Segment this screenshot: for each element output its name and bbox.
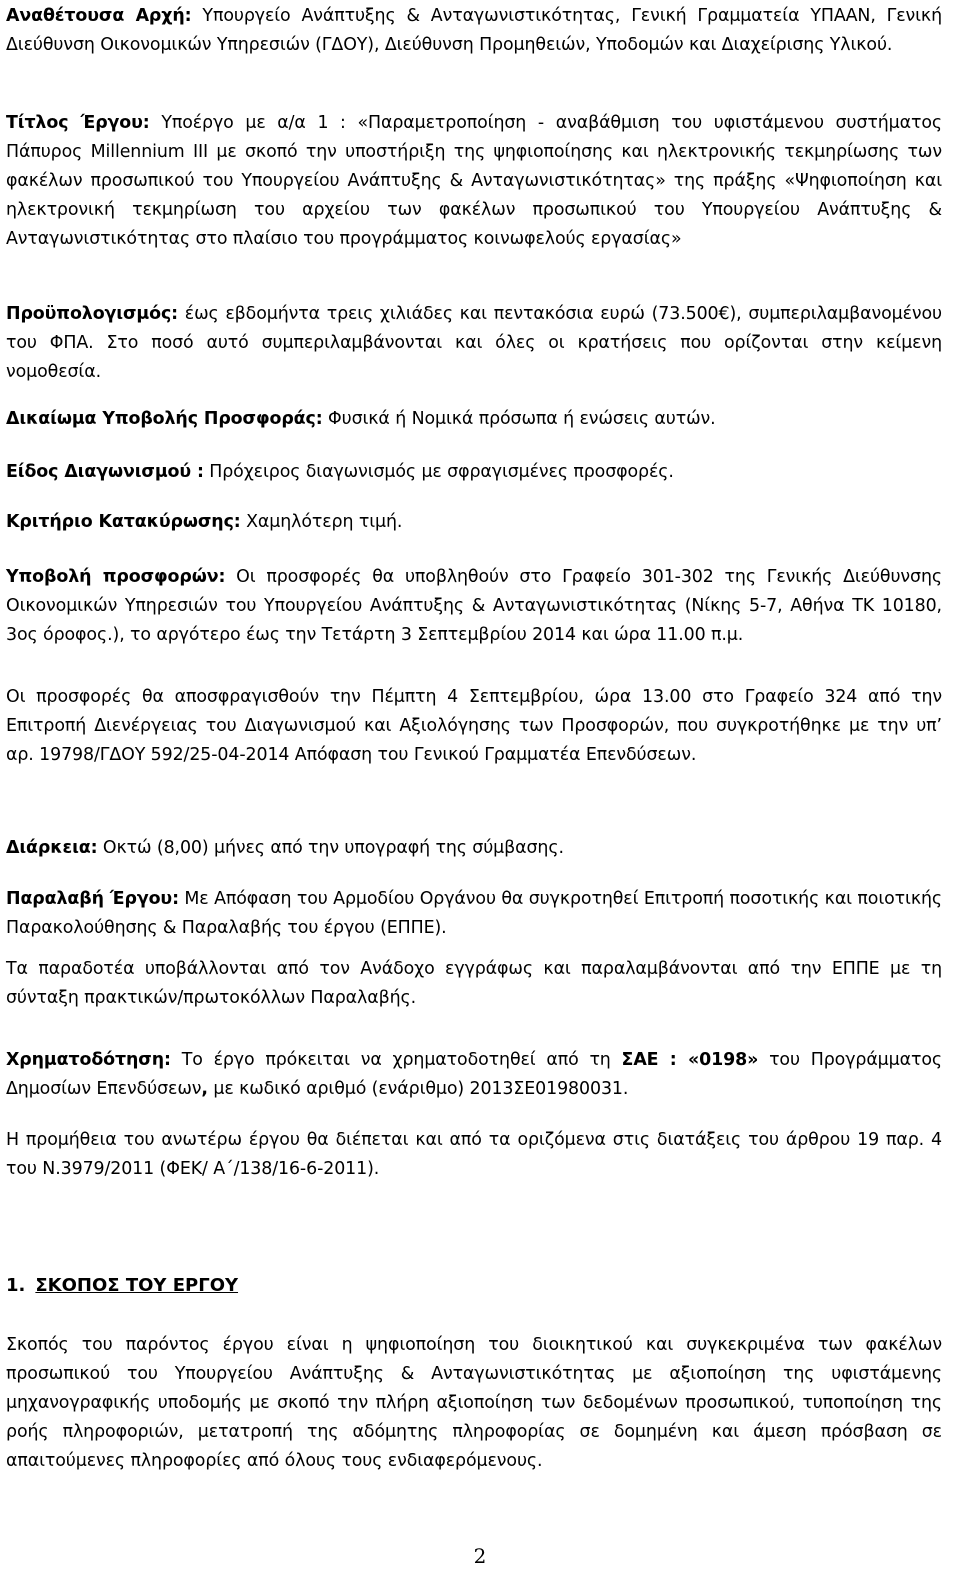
contracting-authority-text: Υπουργείο Ανάπτυξης & Ανταγωνιστικότητας, Γενική Γραμματεία ΥΠΑΑΝ, Γενική Διεύθυνση Οικονομικών Υπηρεσιών (ΓΔΟΥ), Διεύθυνση Προμηθειών, Υποδομών και Διαχείρισης Υλικού. — [6, 6, 942, 55]
funding-comma: , — [201, 1079, 208, 1099]
award-criterion-paragraph — [6, 508, 942, 537]
budget-paragraph — [6, 300, 942, 387]
tender-type-paragraph — [6, 458, 942, 487]
project-title-label: Τίτλος Έργου: — [6, 113, 150, 133]
legal-basis-paragraph — [6, 1126, 942, 1184]
budget-label: Προϋπολογισμός: — [6, 304, 179, 324]
eligibility-label: Δικαίωμα Υποβολής Προσφοράς: — [6, 409, 323, 429]
page-number: 2 — [473, 1544, 487, 1568]
tender-type-label: Είδος Διαγωνισμού : — [6, 462, 204, 482]
section-number: 1. — [6, 1275, 26, 1296]
section-title: ΣΚΟΠΟΣ ΤΟΥ ΕΡΓΟΥ — [35, 1275, 239, 1296]
project-title-paragraph — [6, 109, 942, 254]
acceptance-text: Με Απόφαση του Αρμοδίου Οργάνου θα συγκροτηθεί Επιτροπή ποσοτικής και ποιοτικής Παρακολούθησης & Παραλαβής του έργου (ΕΠΠΕ). — [6, 889, 942, 938]
submission-text: Οι προσφορές θα υποβληθούν στο Γραφείο 301-302 της Γενικής Διεύθυνσης Οικονομικών Υπηρεσιών του Υπουργείου Ανάπτυξης & Ανταγωνιστικότητας (Νίκης 5-7, Αθήνα ΤΚ 10180, 3ος όροφος.), το αργότερο έως την Τετάρτη 3 Σεπτεμβρίου 2014 και ώρα 11.00 π.μ. — [6, 567, 942, 645]
acceptance-paragraph — [6, 885, 942, 943]
tender-type-text: Πρόχειρος διαγωνισμός με σφραγισμένες προσφορές. — [209, 462, 674, 482]
budget-text: έως εβδομήντα τρεις χιλιάδες και πεντακόσια ευρώ (73.500€), συμπεριλαμβανομένου του ΦΠΑ. Στο ποσό αυτό συμπεριλαμβάνονται και όλες οι κρατήσεις που ορίζονται στην κείμενη νομοθεσία. — [6, 304, 942, 382]
funding-text-before: Το έργο πρόκειται να χρηματοδοτηθεί από τη — [181, 1050, 611, 1070]
submission-label: Υποβολή προσφορών: — [6, 567, 226, 587]
legal-basis-text: Η προμήθεια του ανωτέρω έργου θα διέπεται και από τα οριζόμενα στις διατάξεις του άρθρου 19 παρ. 4 του Ν.3979/2011 (ΦΕΚ/ Α΄/138/16-6-2011). — [6, 1130, 942, 1179]
eligibility-paragraph — [6, 405, 942, 434]
deliverables-paragraph — [6, 955, 942, 1013]
opening-text: Οι προσφορές θα αποσφραγισθούν την Πέμπτη 4 Σεπτεμβρίου, ώρα 13.00 στο Γραφείο 324 από την Επιτροπή Διενέργειας του Διαγωνισμού και Αξιολόγησης των Προσφορών, που συγκροτήθηκε με την υπ’ αρ. 19798/ΓΔΟΥ 592/25-04-2014 Απόφαση του Γενικού Γραμματέα Επενδύσεων. — [6, 687, 942, 765]
funding-paragraph — [6, 1046, 942, 1104]
funding-text-after: με κωδικό αριθμό (ενάριθμο) 2013ΣΕ01980031. — [213, 1079, 629, 1099]
opening-paragraph — [6, 683, 942, 770]
funding-sae-code: ΣΑΕ : «0198» — [621, 1050, 759, 1070]
duration-text: Οκτώ (8,00) μήνες από την υπογραφή της σύμβασης. — [102, 838, 564, 858]
funding-label: Χρηματοδότηση: — [6, 1050, 171, 1070]
contracting-authority-paragraph — [6, 2, 942, 60]
funding-text-mid: του Προγράμματος Δημοσίων Επενδύσεων — [6, 1050, 942, 1099]
section-heading — [6, 1271, 942, 1300]
eligibility-text: Φυσικά ή Νομικά πρόσωπα ή ενώσεις αυτών. — [328, 409, 716, 429]
section-body-paragraph — [6, 1331, 942, 1476]
duration-paragraph — [6, 834, 942, 863]
acceptance-label: Παραλαβή Έργου: — [6, 889, 179, 909]
section-body-text: Σκοπός του παρόντος έργου είναι η ψηφιοποίηση του διοικητικού και συγκεκριμένα των φακέλων προσωπικού του Υπουργείου Ανάπτυξης & Ανταγωνιστικότητας με αξιοποίηση της υφιστάμενης μηχανογραφικής υποδομής με σκοπό την πλήρη αξιοποίηση των δεδομένων προσωπικού, τυποποίηση της ροής πληροφοριών, μετατροπή της αδόμητης πληροφορίας σε δομημένη και άμεση πρόσβαση σε απαιτούμενες πληροφορίες από όλους τους ενδιαφερόμενους. — [6, 1335, 942, 1471]
award-criterion-text: Χαμηλότερη τιμή. — [246, 512, 403, 532]
contracting-authority-label: Αναθέτουσα Αρχή: — [6, 6, 192, 26]
deliverables-text: Τα παραδοτέα υποβάλλονται από τον Ανάδοχο εγγράφως και παραλαμβάνονται από την ΕΠΠΕ με τη σύνταξη πρακτικών/πρωτοκόλλων Παραλαβής. — [6, 959, 942, 1008]
project-title-text: Υποέργο με α/α 1 : «Παραμετροποίηση - αναβάθμιση του υφιστάμενου συστήματος Πάπυρος Millennium III με σκοπό την υποστήριξη της ψηφιοποίησης και ηλεκτρονικής τεκμηρίωσης των φακέλων προσωπικού του Υπουργείου Ανάπτυξης & Ανταγωνιστικότητας» της πράξης «Ψηφιοποίηση και ηλεκτρονική τεκμηρίωση του αρχείου των φακέλων προσωπικού του Υπουργείου Ανάπτυξης & Ανταγωνιστικότητας στο πλαίσιο του προγράμματος κοινωφελούς εργασίας» — [6, 113, 943, 249]
award-criterion-label: Κριτήριο Κατακύρωσης: — [6, 512, 241, 532]
submission-paragraph — [6, 563, 942, 650]
duration-label: Διάρκεια: — [6, 838, 98, 858]
